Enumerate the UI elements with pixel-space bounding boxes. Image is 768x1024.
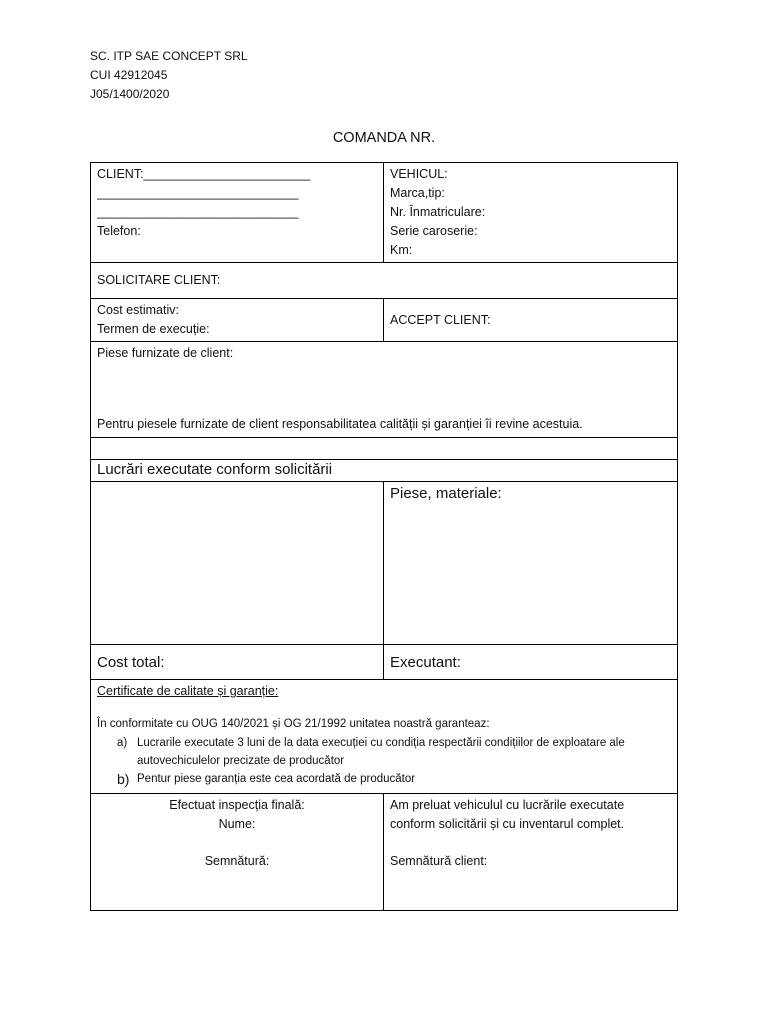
document-title: COMANDA NR. [332, 130, 436, 146]
materials-label: Piese, materiale: [390, 485, 502, 502]
warranty-row [91, 680, 678, 794]
received-statement: Am preluat vehiculul cu lucrările executate conform solicitării și cu inventarul complet. [390, 798, 625, 831]
client-line-2: _____________________________ [97, 186, 299, 200]
warranty-intro: În conformitate cu OUG 140/2021 și OG 21/1992 unitatea noastră garanteaz: [97, 718, 490, 730]
warranty-list [97, 734, 671, 788]
cost-estimate-label: Cost estimativ: [97, 303, 179, 317]
spacer-cell [91, 438, 678, 460]
accept-client-label: ACCEPT CLIENT: [390, 312, 491, 327]
vehicle-label: VEHICUL: [390, 167, 448, 181]
parts-cell[interactable] [91, 342, 678, 438]
vehicle-make: Marca,tip: [390, 186, 445, 200]
warranty-item [97, 770, 671, 788]
client-vehicle-row [91, 163, 678, 263]
works-row [91, 482, 678, 645]
cost-row [91, 299, 678, 342]
company-header [90, 47, 248, 104]
parts-label: Piese furnizate de client: [97, 346, 234, 360]
spacer-row [91, 438, 678, 460]
request-cell[interactable] [91, 263, 678, 299]
executant-cell[interactable] [384, 645, 678, 680]
parts-row [91, 342, 678, 438]
warranty-marker: b) [117, 771, 130, 787]
client-signature-label: Semnătură client: [390, 854, 488, 868]
warranty-text: Pentur piese garanția este cea acordată de producător [137, 773, 416, 785]
works-header-row [91, 460, 678, 482]
client-line-3: _____________________________ [97, 205, 299, 219]
company-name: SC. ITP SAE CONCEPT SRL [90, 49, 248, 63]
cost-total-cell[interactable] [91, 645, 384, 680]
received-cell[interactable] [384, 794, 678, 911]
accept-client-cell[interactable] [384, 299, 678, 342]
inspection-label: Efectuat inspecția finală: [169, 798, 305, 812]
vehicle-vin: Serie caroserie: [390, 224, 478, 238]
works-cell[interactable] [91, 482, 384, 645]
warranty-title: Certificate de calitate și garanție: [97, 684, 279, 698]
totals-row [91, 645, 678, 680]
warranty-text: Lucrarile executate 3 luni de la data execuției cu condiția respectării condițiilor de exploatare ale autovechiculelor precizate de producător [137, 737, 625, 767]
works-label: Lucrări executate conform solicitării [97, 461, 333, 478]
request-label: SOLICITARE CLIENT: [97, 273, 221, 287]
inspection-cell[interactable] [91, 794, 384, 911]
signoff-row [91, 794, 678, 911]
materials-cell[interactable] [384, 482, 678, 645]
executant-label: Executant: [390, 653, 461, 671]
company-cui: CUI 42912045 [90, 68, 168, 82]
warranty-item [97, 734, 671, 770]
cost-estimate-cell[interactable] [91, 299, 384, 342]
vehicle-cell[interactable] [384, 163, 678, 263]
vehicle-plate: Nr. Înmatriculare: [390, 205, 486, 219]
company-registration: J05/1400/2020 [90, 87, 170, 101]
client-cell[interactable] [91, 163, 384, 263]
warranty-cell [91, 680, 678, 794]
request-row [91, 263, 678, 299]
warranty-marker: a) [117, 737, 128, 749]
signature-label: Semnătură: [204, 854, 270, 868]
parts-note: Pentru piesele furnizate de client responsabilitatea calității și garanției îi revine acestuia. [97, 417, 583, 431]
name-label: Nume: [218, 817, 256, 831]
client-label: CLIENT:________________________ [97, 167, 311, 181]
order-form [90, 162, 678, 911]
works-header-cell [91, 460, 678, 482]
cost-total-label: Cost total: [97, 653, 165, 671]
vehicle-km: Km: [390, 243, 413, 257]
phone-label: Telefon: [97, 224, 141, 238]
deadline-label: Termen de execuție: [97, 322, 210, 336]
